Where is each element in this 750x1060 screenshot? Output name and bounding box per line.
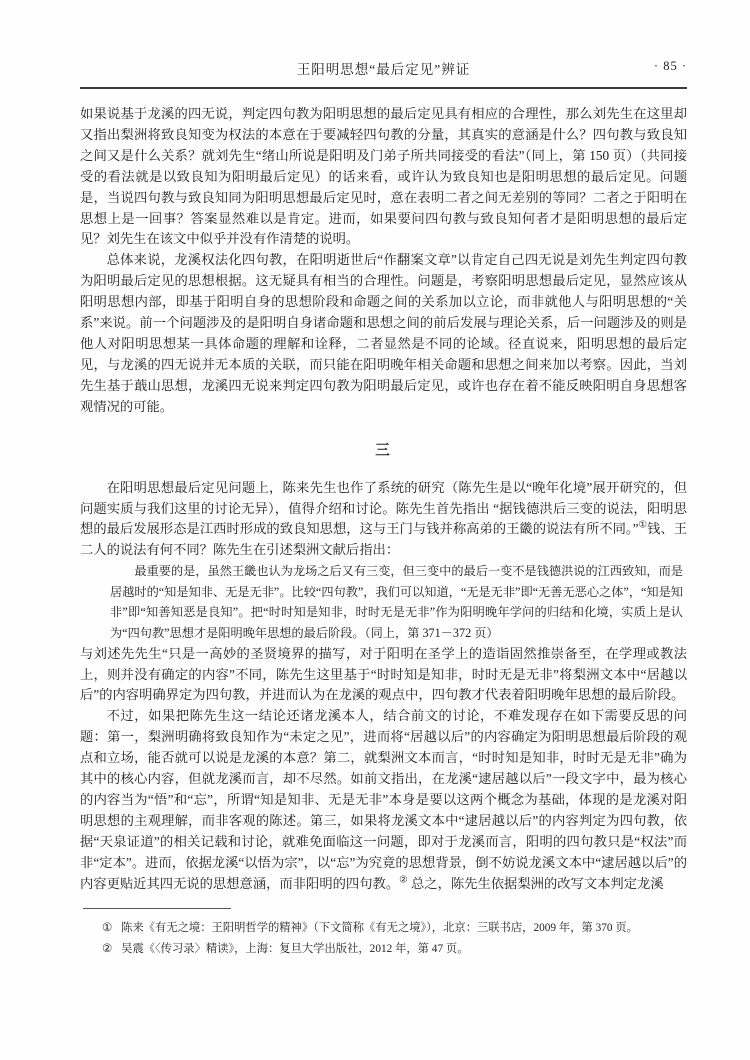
footnote-1: [80, 918, 687, 939]
paragraph-4: 与刘述先先生“只是一高妙的圣贤境界的描写，对于阳明在圣学上的造诣固然推崇备至，在学理或教法上，则并没有确定的内容”不同，陈先生这里基于“时时知是知非，时时无是无非”将梨洲文本中“居越以后”的内容明确界定为四句教，并进而认为在龙溪的观点中，四句教才代表着阳明晚年思想的最后阶段。: [80, 645, 687, 703]
running-title: 王阳明思想“最后定见”辨证: [296, 62, 471, 77]
footnote-divider: [83, 908, 231, 909]
paragraph-1: 如果说基于龙溪的四无说，判定四句教为阳明思想的最后定见具有相应的合理性，那么刘先生在这里却又指出梨洲将致良知变为权法的本意在于要减轻四句教的分量，其真实的意涵是什么？四句教与致良知之间又是什么关系？就刘先生“绪山所说是阳明及门弟子所共同接受的看法”（同上，第 150 页）（共同接受的看法就是以致良知为阳明最后定见）的话来看，或许认为致良知也是阳明思想的最后定见。问题是，当说四句教与致良知同为阳明思想最后定见时，意在表明二者之间无差别的等同？二者之于阳明在思想上是一回事？答案显然难以是肯定。进而，如果要问四句教与致良知何者才是阳明思想的最后定见？刘先生在该文中似乎并没有作清楚的说明。: [80, 106, 687, 247]
paragraph-3-text-cont: 钱、王二人的说法有何不同？陈先生在引述梨洲文献后指出：: [80, 521, 687, 558]
page-header: [80, 58, 687, 89]
paragraph-5: [80, 706, 687, 894]
block-quote: 最重要的是，虽然王畿也认为龙场之后又有三变，但三变中的最后一变不是钱德洪说的江西致知，而是居越时的“知是知非、无是无非”。比较“四句教”，我们可以知道，“无是无非”即“无善无恶心之体”，“知是知非”即“知善知恶是良知”。把“时时知是知非，时时无是无非”作为阳明晚年学问的归结和化境，实质上是认为“四句教”思想才是阳明晚年思想的最后阶段。（同上，第 371－372 页）: [110, 564, 683, 640]
section-heading: 三: [375, 442, 392, 459]
footnote-2-text: 吴震《〈传习录〉精读》，上海：复旦大学出版社，2012 年，第 47 页。: [121, 943, 469, 956]
footnote-1-marker: ①: [102, 922, 113, 935]
footnote-1-text: 陈来《有无之境：王阳明哲学的精神》（下文简称《有无之境》），北京：三联书店，2009 年，第 370 页。: [121, 922, 638, 935]
paragraph-3: [80, 478, 687, 562]
footnotes-section: [80, 908, 687, 960]
footnote-2: [80, 939, 687, 960]
paragraph-2: 总体来说，龙溪权法化四句教，在阳明逝世后“作翻案文章”以肯定自己四无说是刘先生判定四句教为阳明最后定见的思想根据。这无疑具有相当的合理性。问题是，考察阳明思想最后定见，显然应该从阳明思想内部，即基于阳明自身的思想阶段和命题之间的关系加以立论，而非就他人与阳明思想的“关系”来说。前一个问题涉及的是阳明自身诸命题和思想之间的前后发展与理论关系，后一问题涉及的则是他人对阳明思想某一具体命题的理解和诠释，二者显然是不同的论域。径直说来，阳明思想的最后定见，与龙溪的四无说并无本质的关联，而只能在阳明晚年相关命题和思想之间来加以考察。因此，当刘先生基于蕺山思想，龙溪四无说来判定四句教为阳明最后定见，或许也存在着不能反映阳明自身思想客观情况的可能。: [80, 252, 687, 414]
page-number: · 85 ·: [653, 59, 687, 73]
paragraph-5-text-cont: 总之，陈先生依据梨洲的改写文本判定龙溪: [407, 875, 664, 891]
article-body: [80, 104, 687, 894]
footnote-ref-1: ①: [638, 520, 648, 531]
paragraph-5-text: 不过，如果把陈先生这一结论还诸龙溪本人，结合前文的讨论，不难发现存在如下需要反思的问题：第一，梨洲明确将致良知作为“未定之见”，进而将“居越以后”的内容确定为阳明思想最后阶段的观点和立场，能否就可以说是龙溪的本意？第二，就梨洲文本而言，“时时知是知非，时时无是无非”确为其中的核心内容，但就龙溪而言，却不尽然。如前文指出，在龙溪“逮居越以后”一段文字中，最为核心的内容当为“悟”和“忘”，所谓“知是知非、无是无非”本身是要以这两个概念为基础，体现的是龙溪对阳明思想的主观理解，而非客观的陈述。第三，如果将龙溪文本中“逮居越以后”的内容判定为四句教，依据“天泉证道”的相关记载和讨论，就难免面临这一问题，即对于龙溪而言，阳明的四句教只是“权法”而非“定本”。进而，依据龙溪“以悟为宗”，以“忘”为究竟的思想背景，倒不妨说龙溪文本中“逮居越以后”的内容更贴近其四无说的思想意涵，而非阳明的四句教。: [80, 708, 687, 891]
paragraph-3-text: 在阳明思想最后定见问题上，陈来先生也作了系统的研究（陈先生是以“晚年化境”展开研究的，但问题实质与我们这里的讨论无异），值得介绍和讨论。陈先生首先指出 “据钱德洪后三变的说法，阳明思想的最后发展形态是江西时形成的致良知思想，这与王门与钱并称高弟的王畿的说法有所不同。”: [80, 479, 687, 537]
footnote-2-marker: ②: [102, 943, 113, 956]
footnote-ref-2: ②: [399, 875, 408, 886]
page-content: [80, 58, 687, 960]
